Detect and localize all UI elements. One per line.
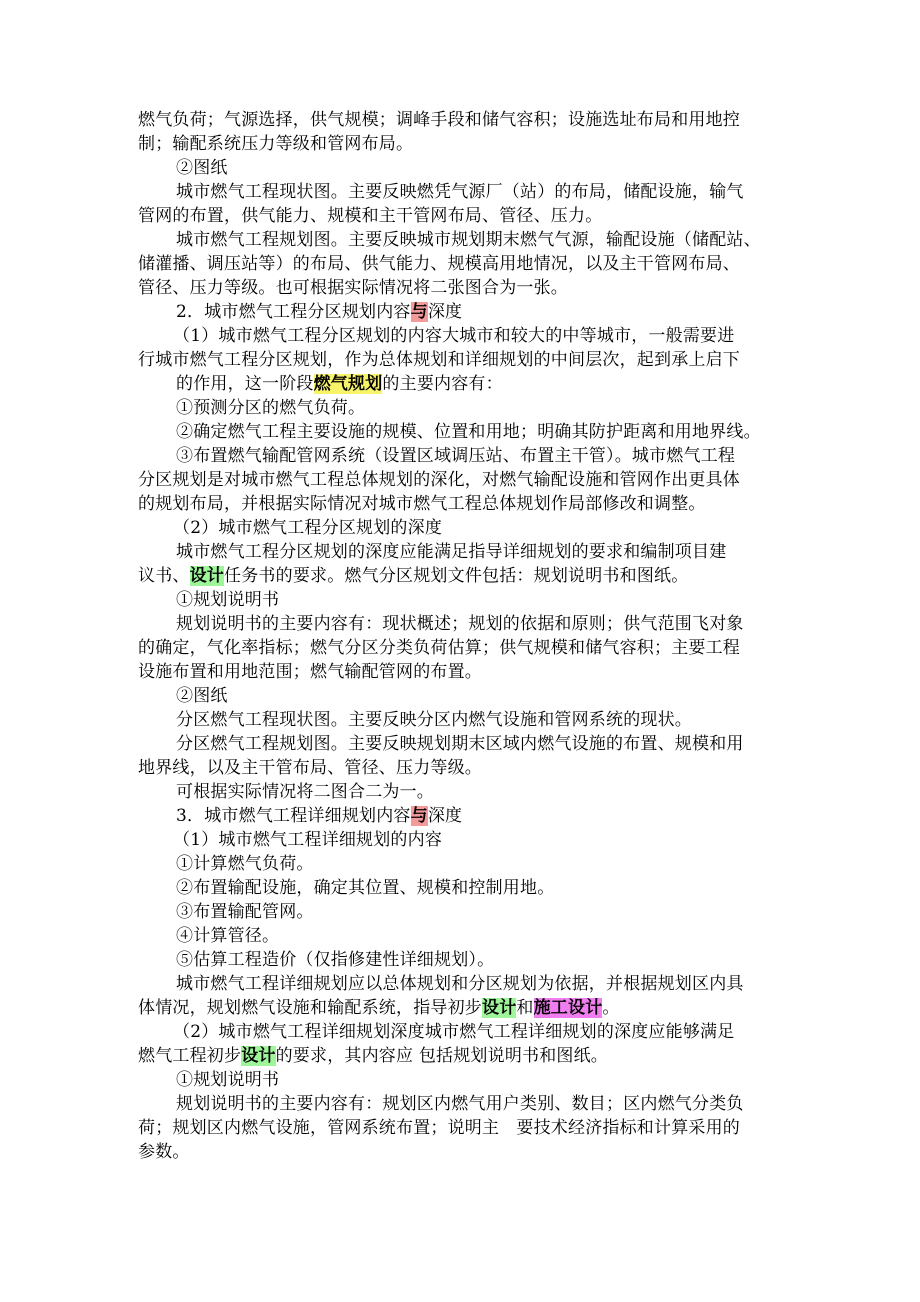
text-line (138, 492, 788, 516)
text-line (138, 204, 788, 228)
text-line (138, 516, 788, 540)
text-line (138, 996, 788, 1020)
text-line (138, 780, 788, 804)
text-run: 任务书的要求。燃气分区规划文件包括：规划说明书和图纸。 (224, 566, 689, 586)
text-line (138, 1044, 788, 1068)
highlighted-term: 设计 (241, 1046, 276, 1066)
text-run: 分区燃气工程现状图。主要反映分区内燃气设施和管网系统的现状。 (176, 710, 692, 730)
text-run: ①计算燃气负荷。 (176, 854, 314, 874)
text-run: （1）城市燃气工程详细规划的内容 (173, 830, 443, 850)
highlighted-term: 与 (410, 302, 428, 322)
text-run: ①规划说明书 (176, 590, 280, 610)
text-run: （2）城市燃气工程详细规划深度城市燃气工程详细规划的深度应能够满足 (173, 1022, 735, 1042)
text-line (138, 732, 788, 756)
text-line (138, 252, 788, 276)
text-run: 管网的布置，供气能力、规模和主干管网布局、管径、压力。 (138, 206, 603, 226)
text-line (138, 636, 788, 660)
text-run: 荷；规划区内燃气设施，管网系统布置；说明主 要技术经济指标和计算采用的 (138, 1118, 740, 1138)
text-run: 的主要内容有： (382, 374, 503, 394)
text-line (138, 1068, 788, 1092)
text-line (138, 948, 788, 972)
text-line (138, 708, 788, 732)
text-run: 分区燃气工程规划图。主要反映规划期末区域内燃气设施的布置、规模和用 (176, 734, 744, 754)
text-run: 和 (516, 998, 534, 1018)
text-line (138, 132, 788, 156)
text-run: 规划说明书的主要内容有：现状概述；规划的依据和原则；供气范围飞对象 (176, 614, 744, 634)
text-line (138, 588, 788, 612)
text-line (138, 900, 788, 924)
text-run: ①预测分区的燃气负荷。 (176, 398, 366, 418)
highlighted-term: 燃气规划 (313, 374, 383, 394)
text-line (138, 468, 788, 492)
text-run: 的确定，气化率指标；燃气分区分类负荷估算；供气规模和储气容积；主要工程 (138, 638, 740, 658)
text-line (138, 1140, 788, 1164)
text-run: 2．城市燃气工程分区规划内容 (176, 302, 411, 322)
text-run: 3．城市燃气工程详细规划内容 (176, 806, 411, 826)
text-line (138, 852, 788, 876)
text-run: 议书、 (138, 566, 190, 586)
text-run: 城市燃气工程分区规划的深度应能满足指导详细规划的要求和编制项目建 (176, 542, 727, 562)
text-run: ②图纸 (176, 158, 228, 178)
text-run: 管径、压力等级。也可根据实际情况将二张图合为一张。 (138, 278, 568, 298)
text-run: 制；输配系统压力等级和管网布局。 (138, 134, 414, 154)
text-run: 储灌播、调压站等）的布局、供气能力、规模高用地情况，以及主干管网布局、 (138, 254, 740, 274)
text-run: 可根据实际情况将二图合二为一。 (176, 782, 434, 802)
text-line (138, 756, 788, 780)
text-line (138, 300, 788, 324)
text-line (138, 324, 788, 348)
text-run: 深度 (427, 806, 463, 826)
text-line (138, 228, 788, 252)
text-run: 参数。 (138, 1142, 190, 1162)
highlighted-term: 设计 (482, 998, 517, 1018)
text-run: 城市燃气工程规划图。主要反映城市规划期末燃气气源，输配设施（储配站、 (176, 230, 761, 250)
text-run: 分区规划是对城市燃气工程总体规划的深化，对燃气输配设施和管网作出更具体 (138, 470, 740, 490)
text-line (138, 444, 788, 468)
text-run: 体情况，规划燃气设施和输配系统，指导初步 (138, 998, 482, 1018)
text-line (138, 156, 788, 180)
document-body (138, 108, 788, 1164)
text-line (138, 396, 788, 420)
highlighted-term: 设计 (189, 566, 225, 586)
text-run: （2）城市燃气工程分区规划的深度 (173, 518, 443, 538)
text-run: 行城市燃气工程分区规划，作为总体规划和详细规划的中间层次，起到承上启下 (138, 350, 740, 370)
text-line (138, 804, 788, 828)
text-line (138, 540, 788, 564)
text-run: ②图纸 (176, 686, 228, 706)
text-line (138, 1020, 788, 1044)
text-run: ③布置燃气输配管网系统（设置区域调压站、布置主干管）。城市燃气工程 (176, 446, 736, 466)
text-line (138, 348, 788, 372)
text-line (138, 828, 788, 852)
text-run: ②确定燃气工程主要设施的规模、位置和用地；明确其防护距离和用地界线。 (176, 422, 761, 442)
text-run: 设施布置和用地范围；燃气输配管网的布置。 (138, 662, 482, 682)
text-run: 。 (602, 998, 620, 1018)
text-run: 城市燃气工程现状图。主要反映燃凭气源厂（站）的布局，储配设施，输气 (176, 182, 744, 202)
text-run: 城市燃气工程详细规划应以总体规划和分区规划为依据，并根据规划区内具 (176, 974, 744, 994)
text-line (138, 612, 788, 636)
text-run: ②布置输配设施，确定其位置、规模和控制用地。 (176, 878, 555, 898)
text-run: ⑤估算工程造价（仅指修建性详细规划）。 (176, 950, 495, 970)
text-run: 规划说明书的主要内容有：规划区内燃气用户类别、数目；区内燃气分类负 (176, 1094, 744, 1114)
text-line (138, 660, 788, 684)
text-line (138, 924, 788, 948)
text-run: 深度 (427, 302, 463, 322)
text-run: 地界线，以及主干管布局、管径、压力等级。 (138, 758, 482, 778)
text-line (138, 372, 788, 396)
text-run: 的规划布局，并根据实际情况对城市燃气工程总体规划作局部修改和调整。 (138, 494, 706, 514)
text-line (138, 972, 788, 996)
text-run: 燃气负荷；气源选择，供气规模；调峰手段和储气容积；设施选址布局和用地控 (138, 110, 740, 130)
text-line (138, 420, 788, 444)
text-line (138, 1092, 788, 1116)
text-line (138, 564, 788, 588)
text-line (138, 276, 788, 300)
text-run: 的作用，这一阶段 (176, 374, 314, 394)
text-run: 的要求，其内容应 包括规划说明书和图纸。 (275, 1046, 609, 1066)
text-run: ①规划说明书 (176, 1070, 280, 1090)
text-run: 燃气工程初步 (138, 1046, 242, 1066)
highlighted-term: 施工设计 (533, 998, 603, 1018)
text-line (138, 1116, 788, 1140)
text-line (138, 876, 788, 900)
text-run: ③布置输配管网。 (176, 902, 314, 922)
text-run: ④计算管径。 (176, 926, 280, 946)
highlighted-term: 与 (410, 806, 428, 826)
text-line (138, 684, 788, 708)
text-run: （1）城市燃气工程分区规划的内容大城市和较大的中等城市，一般需要进 (173, 326, 735, 346)
text-line (138, 108, 788, 132)
text-line (138, 180, 788, 204)
